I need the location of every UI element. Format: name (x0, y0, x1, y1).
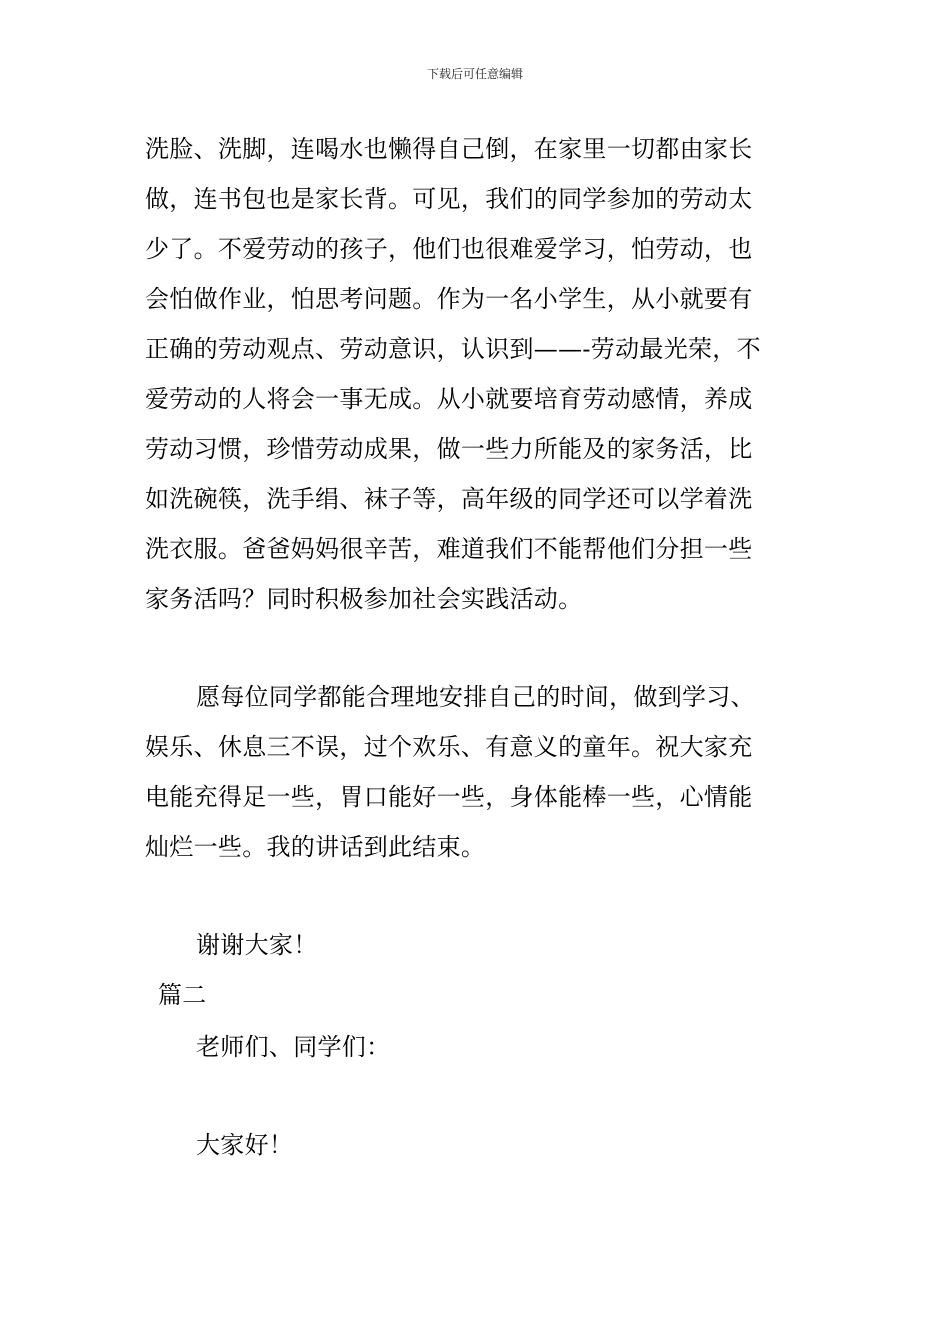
text-line: 会怕做作业，怕思考问题。作为一名小学生，从小就要有 (145, 285, 753, 313)
text-line: 少了。不爱劳动的孩子，他们也很难爱学习，怕劳动，也 (145, 235, 753, 263)
closing-thanks: 谢谢大家！ (196, 931, 318, 959)
text-line: 娱乐、休息三不误，过个欢乐、有意义的童年。祝大家充 (145, 733, 753, 761)
section-title: 篇二 (158, 981, 207, 1009)
text-line: 愿每位同学都能合理地安排自己的时间，做到学习、 (196, 683, 755, 711)
salutation: 老师们、同学们： (196, 1033, 391, 1061)
text-line: 做，连书包也是家长背。可见，我们的同学参加的劳动太 (145, 185, 753, 213)
text-line: 劳动习惯，珍惜劳动成果，做一些力所能及的家务活，比 (145, 435, 753, 463)
text-line: 灿烂一些。我的讲话到此结束。 (145, 833, 486, 861)
text-line: 电能充得足一些，胃口能好一些，身体能棒一些，心情能 (145, 783, 753, 811)
text-line: 正确的劳动观点、劳动意识，认识到——-劳动最光荣，不 (145, 335, 761, 363)
text-line: 洗脸、洗脚，连喝水也懒得自己倒，在家里一切都由家长 (145, 135, 753, 163)
text-line: 如洗碗筷，洗手绢、袜子等，高年级的同学还可以学着洗 (145, 485, 753, 513)
greeting-hello: 大家好！ (196, 1131, 294, 1159)
text-line: 家务活吗？同时积极参加社会实践活动。 (145, 585, 583, 613)
text-line: 洗衣服。爸爸妈妈很辛苦，难道我们不能帮他们分担一些 (145, 535, 753, 563)
page-header-note: 下载后可任意编辑 (426, 67, 523, 81)
text-line: 爱劳动的人将会一事无成。从小就要培育劳动感情，养成 (145, 385, 753, 413)
